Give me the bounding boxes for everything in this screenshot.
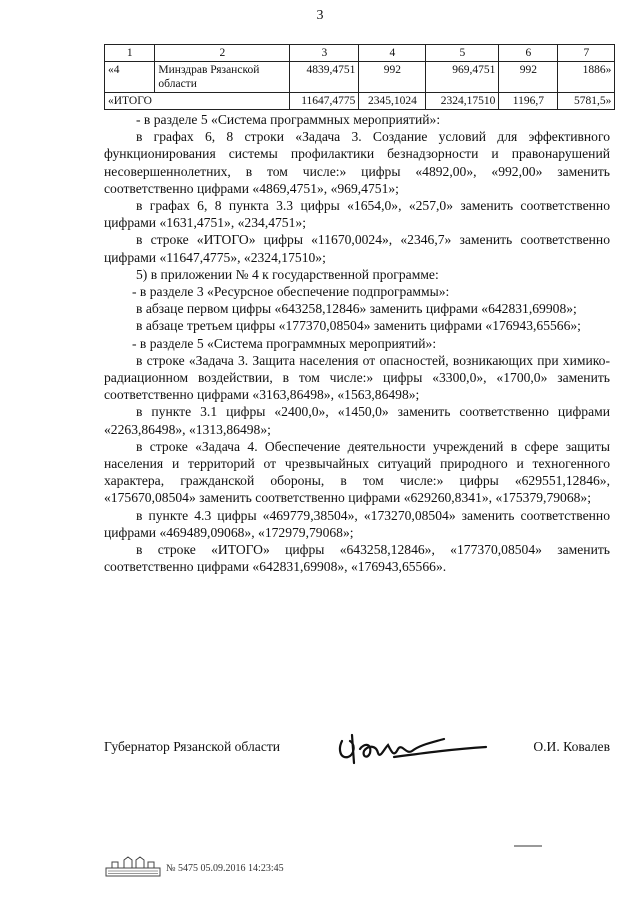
paragraph: - в разделе 5 «Система программных мероприятий»:: [136, 112, 441, 127]
paragraph: в пункте 4.3 цифры «469779,38504», «173270,08504» заменить соответственно цифрами «469489,09068», «172979,79068»;: [104, 507, 610, 540]
table-cell: 4839,4751: [290, 62, 359, 93]
total-cell: 2324,17510: [426, 93, 499, 110]
header-cell: 2: [155, 45, 290, 62]
header-cell: 6: [499, 45, 558, 62]
table-cell: 1886»: [558, 62, 615, 93]
page-number: 3: [316, 8, 324, 23]
table-cell: Минздрав Рязанской области: [155, 62, 290, 93]
paragraph: в графах 6, 8 пункта 3.3 цифры «1654,0», «257,0» заменить соответственно цифрами «1631,4751», «234,4751»;: [104, 198, 610, 231]
header-cell: 4: [359, 45, 426, 62]
paragraph: 5) в приложении № 4 к государственной программе:: [136, 266, 439, 282]
paragraph: - в разделе 5 «Система программных мероприятий»:: [132, 335, 437, 351]
total-label: «ИТОГО: [105, 93, 155, 110]
total-cell: [155, 93, 290, 110]
margin-mark: [514, 845, 542, 847]
paragraph: в строке «ИТОГО» цифры «643258,12846», «177370,08504» заменить соответственно цифрами «642831,69908», «176943,65566».: [104, 542, 610, 575]
paragraph: в пункте 3.1 цифры «2400,0», «1450,0» заменить соответственно цифрами «2263,86498», «1313,86498»;: [104, 404, 610, 437]
government-emblem-icon: [104, 854, 162, 878]
header-cell: 1: [105, 45, 155, 62]
paragraph: в строке «Задача 4. Обеспечение деятельности учреждений в сфере защиты населения и территорий от чрезвычайных ситуаций природного и техногенного характера, гражданской обороны, в том числе:» цифры «629551,12846», «175670,08504» заменить соответственно цифрами «629260,8341», «175379,79068»;: [104, 438, 610, 506]
paragraph: в графах 6, 8 строки «Задача 3. Создание условий для эффективного функционирования системы профилактики безнадзорности и правонарушений несовершеннолетних, в том числе:» цифры «4892,00», «992,00» заменить соответственно цифрами «4869,4751», «969,4751»;: [104, 129, 610, 196]
total-cell: 2345,1024: [359, 93, 426, 110]
table-cell: 969,4751: [426, 62, 499, 93]
signatory-title: Губернатор Рязанской области: [104, 739, 281, 754]
header-cell: 5: [426, 45, 499, 62]
stamp-text: № 5475 05.09.2016 14:23:45: [166, 863, 284, 874]
table-cell: 992: [359, 62, 426, 93]
signature-block: [104, 733, 610, 769]
table-cell: 992: [499, 62, 558, 93]
paragraph: - в разделе 3 «Ресурсное обеспечение подпрограммы»:: [132, 284, 450, 300]
handwritten-signature: [334, 727, 494, 771]
paragraph: в строке «Задача 3. Защита населения от опасностей, возникающих при химико-радиационном воздействии, в том числе:» цифры «3300,0», «1700,0» заменить соответственно цифрами «3163,86498», «1563,86498»;: [104, 352, 610, 403]
amendment-text: [104, 111, 610, 575]
header-cell: 7: [558, 45, 615, 62]
table-row: [105, 62, 615, 93]
table-cell: «4: [105, 62, 155, 93]
paragraph: в строке «ИТОГО» цифры «11670,0024», «2346,7» заменить соответственно цифрами «11647,4775», «2324,17510»;: [104, 232, 610, 265]
table-header-row: [105, 45, 615, 62]
paragraph: в абзаце первом цифры «643258,12846» заменить цифрами «642831,69908»;: [136, 301, 577, 317]
budget-table: [104, 44, 615, 110]
total-cell: 11647,4775: [290, 93, 359, 110]
signatory-name: О.И. Ковалев: [533, 739, 610, 754]
header-cell: 3: [290, 45, 359, 62]
total-cell: 1196,7: [499, 93, 558, 110]
table-total-row: [105, 93, 615, 110]
paragraph: в абзаце третьем цифры «177370,08504» заменить цифрами «176943,65566»;: [136, 318, 581, 334]
total-cell: 5781,5»: [558, 93, 615, 110]
